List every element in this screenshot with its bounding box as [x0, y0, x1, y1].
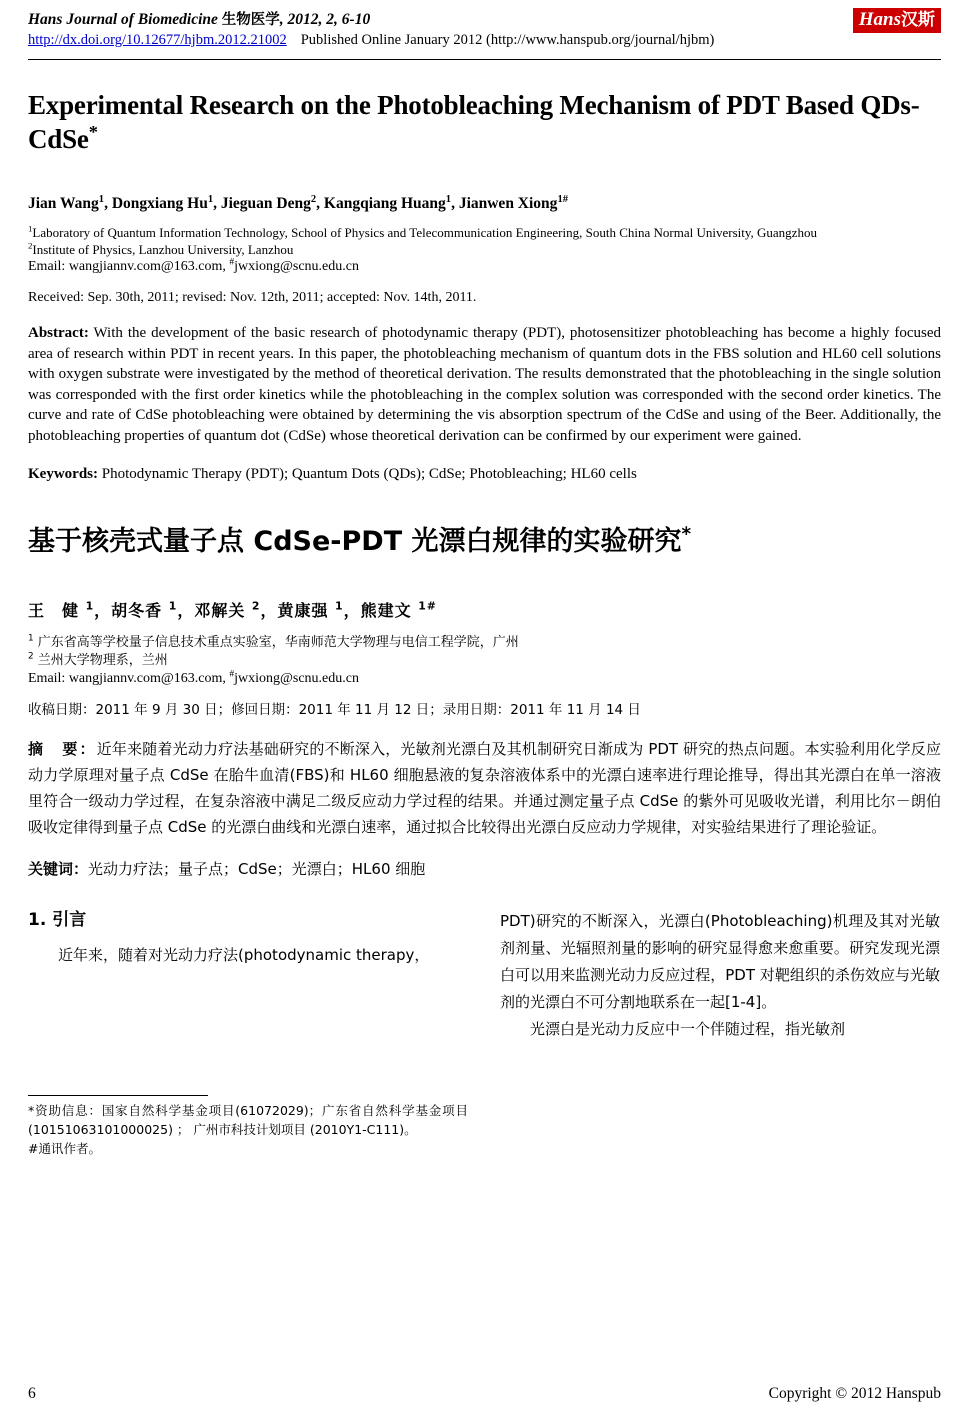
journal-name: Hans Journal of Biomedicine — [28, 11, 218, 28]
affiliation-cn-1: $^1$ 广东省高等学校量子信息技术重点实验室，华南师范大学物理与电信工程学院，广州 — [28, 633, 519, 650]
paper-title-en-text: Experimental Research on the Photobleaching Mechanism of PDT Based QDs-CdSe — [28, 90, 920, 154]
footnote-block — [28, 1095, 468, 1158]
body-column-right — [500, 908, 940, 1158]
doi-line — [28, 31, 941, 50]
section-title: 引言 — [52, 909, 87, 930]
doi-link[interactable]: http://dx.doi.org/10.12677/hjbm.2012.21002 — [28, 32, 287, 48]
page-number: 6 — [28, 1385, 36, 1402]
abstract-text-en: With the development of the basic research of photodynamic therapy (PDT), photosensitizer photobleaching has become a highly focused area of research within PDT in recent years. In this paper, the photobleaching mechanism of quantum dots in the FBS solution and HL60 cell solutions with oxygen substrate were investigated by the method of theoretical derivation. The results demonstrated that the photobleaching in the single solution was corresponded with the first order kinetics while the photobleaching in the complex solution was corresponded with the second order kinetics. The curve and rate of CdSe photobleaching were obtained by determining the vis absorption spectrum of the CdSe and using of the Beer. Additionally, the photobleaching properties of quantum dot (CdSe) whose theoretical derivation can be confirmed by our experiment were gained. — [28, 325, 942, 444]
title-footnote-marker: * — [88, 122, 98, 142]
hans-logo-text: Hans — [858, 9, 901, 30]
body-column-left — [28, 908, 468, 1158]
abstract-label-cn: 摘 要： — [28, 739, 97, 758]
abstract-text-cn: 近年来随着光动力疗法基础研究的不断深入，光敏剂光漂白及其机制研究日渐成为 PDT 研究的热点问题。本实验利用化学反应动力学原理对量子点 CdSe 在胎牛血清(FBS)和 HL60 细胞悬液的复杂溶液体系中的光漂白速率进行理论推导，得出其光漂白在单一溶液里符合一级动力学过程，在复杂溶液中满足二级反应动力学过程的结果。并通过测定量子点 CdSe 的紫外可见吸收光谱，利用比尔－朗伯吸收定律得到量子点 CdSe 的光漂白曲线和光漂白速率，通过拟合比较得出光漂白反应动力学规律，对实验结果进行了理论验证。 — [28, 739, 941, 836]
footnote-corresponding: #通讯作者。 — [28, 1140, 101, 1156]
masthead — [28, 10, 941, 56]
keywords-text-en: Photodynamic Therapy (PDT); Quantum Dots (QDs); CdSe; Photobleaching; HL60 cells — [101, 465, 637, 482]
authors-cn: 王 健 $^1$，胡冬香 $^1$，邓解关 $^2$，黄康强 $^1$，熊建文 $^{1\#}$ — [28, 599, 437, 620]
dates-en: Received: Sep. 30th, 2011; revised: Nov. 12th, 2011; accepted: Nov. 14th, 2011. — [28, 290, 477, 305]
affiliation-en-1: $^1$Laboratory of Quantum Information Technology, School of Physics and Telecommunication Engineering, South China Normal University, Guangzhou — [28, 223, 817, 240]
keywords-label-en: Keywords: — [28, 465, 98, 482]
keywords-text-cn: 光动力疗法；量子点；CdSe；光漂白；HL60 细胞 — [88, 859, 426, 878]
paper-title-cn-text: 基于核壳式量子点 CdSe-PDT 光漂白规律的实验研究 — [28, 525, 682, 557]
copyright-notice: Copyright © 2012 Hanspub — [768, 1385, 941, 1402]
dates-cn: 收稿日期：2011 年 9 月 30 日；修回日期：2011 年 11 月 12 日；录用日期：2011 年 11 月 14 日 — [28, 701, 641, 718]
section-heading-1 — [28, 908, 468, 932]
keywords-cn — [28, 858, 941, 880]
intro-paragraph-right-2: 光漂白是光动力反应中一个伴随过程，指光敏剂 — [530, 1019, 846, 1038]
paper-title-en — [28, 88, 941, 156]
abstract-label-en: Abstract: — [28, 325, 89, 341]
paper-title-cn — [28, 524, 941, 560]
abstract-en — [28, 323, 941, 447]
intro-paragraph-left: 近年来，随着对光动力疗法(photodynamic therapy， — [58, 945, 430, 964]
page-footer — [28, 1385, 941, 1403]
title-cn-footnote-marker: * — [681, 523, 692, 545]
journal-header-line — [28, 10, 941, 30]
footnote-funding: *资助信息：国家自然科学基金项目(61072029)；广东省自然科学基金项目 (10151063101000025) ； 广州市科技计划项目 (2010Y1-C111)。 — [28, 1102, 468, 1137]
affiliation-en-2: $^2$Institute of Physics, Lanzhou University, Lanzhou — [28, 240, 294, 257]
journal-volume-info: , 2012, 2, 6-10 — [279, 11, 371, 28]
email-en: Email: wangjiannv.com@163.com, #jwxiong@scnu.edu.cn — [28, 257, 359, 274]
footnote-divider — [28, 1095, 208, 1096]
hans-publisher-logo — [853, 8, 941, 33]
affiliation-cn-2: $^2$ 兰州大学物理系，兰州 — [28, 651, 168, 668]
body-columns — [28, 908, 941, 1158]
published-online-text: Published Online January 2012 (http://www.hanspub.org/journal/hjbm) — [300, 32, 715, 48]
intro-paragraph-right-1: PDT)研究的不断深入，光漂白(Photobleaching)机理及其对光敏剂剂量、光辐照剂量的影响的研究显得愈来愈重要。研究发现光漂白可以用来监测光动力反应过程，PDT 对靶组织的杀伤效应与光敏剂的光漂白不可分割地联系在一起[1-4]。 — [500, 911, 940, 1011]
section-number: 1. — [28, 909, 47, 930]
keywords-label-cn: 关键词： — [28, 859, 89, 878]
authors-en: Jian Wang$^1$, Dongxiang Hu$^1$, Jieguan Deng$^2$, Kangqiang Huang$^1$, Jianwen Xiong$^{1\#}$ — [28, 193, 568, 212]
hans-logo-cn: 汉斯 — [901, 10, 935, 30]
journal-name-cn: 生物医学 — [221, 12, 280, 28]
abstract-cn — [28, 736, 941, 840]
header-divider — [28, 59, 941, 60]
email-cn: Email: wangjiannv.com@163.com, #jwxiong@scnu.edu.cn — [28, 668, 359, 686]
keywords-en — [28, 464, 941, 484]
